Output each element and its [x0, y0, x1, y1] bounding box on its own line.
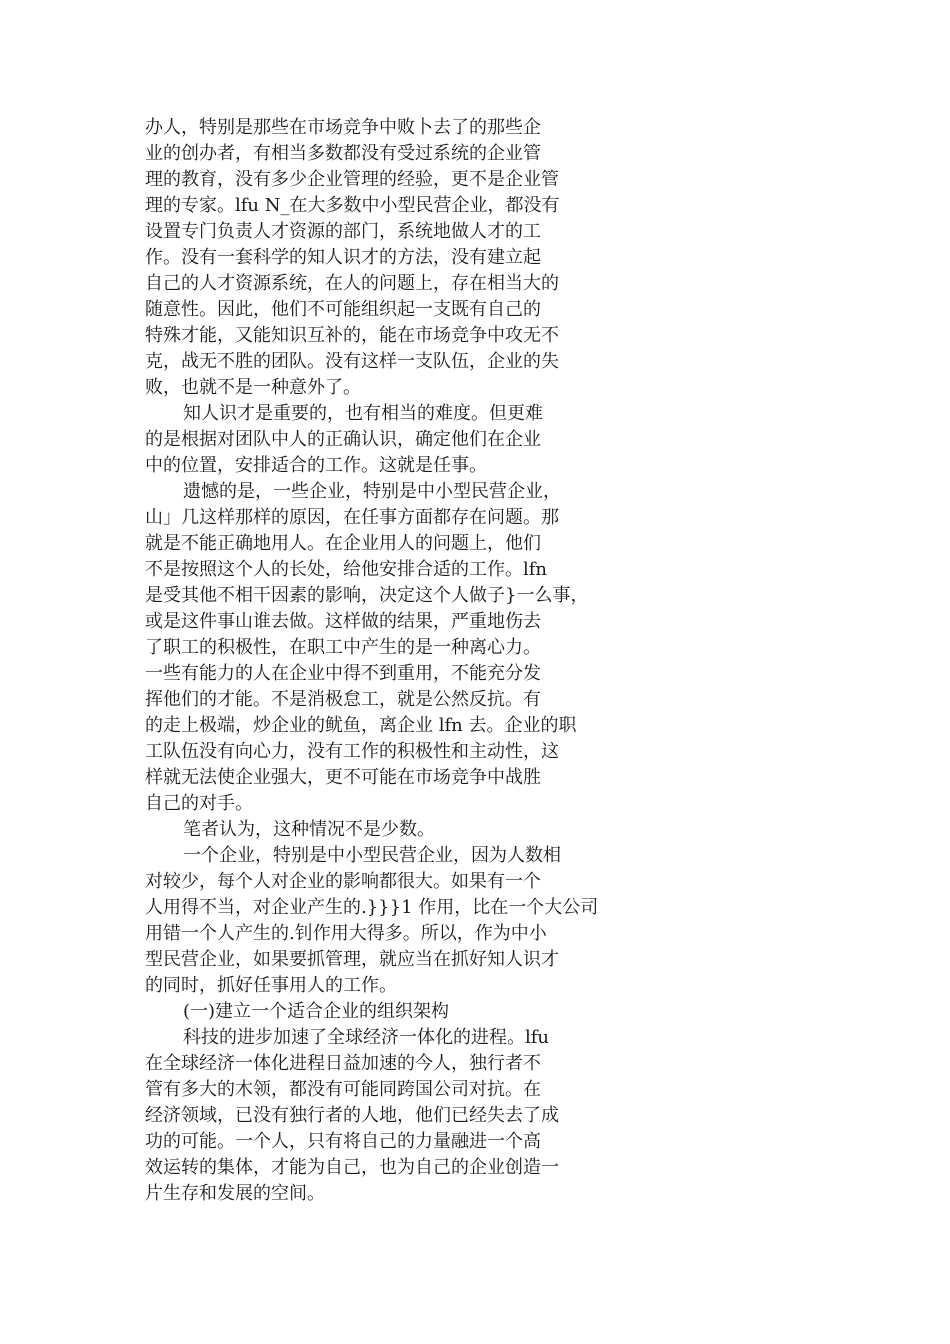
- text-line: 功的可能。一个人，只有将自己的力量融进一个高: [145, 1131, 541, 1152]
- text-line: 在全球经济一体化进程日益加速的今人，独行者不: [145, 1053, 541, 1074]
- text-line: 人用得不当，对企业产生的.}}}1 作用，比在一个大公司: [145, 897, 599, 918]
- paragraph-first-line: 知人识才是重要的，也有相当的难度。但更难: [183, 403, 543, 424]
- text-line: 作。没有一套科学的知人识才的方法，没有建立起: [145, 247, 541, 268]
- text-line: 特殊才能，又能知识互补的，能在市场竞争中攻无不: [145, 325, 559, 346]
- text-line: 自己的人才资源系统，在人的问题上，存在相当大的: [145, 273, 559, 294]
- paragraph-first-line: 一个企业，特别是中小型民营企业，因为人数相: [183, 845, 561, 866]
- text-line: 理的专家。lfu N_在大多数中小型民营企业，都没有: [145, 195, 560, 216]
- text-line: 片生存和发展的空间。: [145, 1183, 325, 1204]
- text-line: 经济领域，已没有独行者的人地，他们已经失去了成: [145, 1105, 559, 1126]
- text-line: 随意性。因此，他们不可能组织起一支既有自己的: [145, 299, 541, 320]
- text-line: 样就无法使企业强大，更不可能在市场竞争中战胜: [145, 767, 541, 788]
- text-line: 对较少，每个人对企业的影响都很大。如果有一个: [145, 871, 541, 892]
- text-line: 山」几这样那样的原因，在任事方面都存在问题。那: [145, 507, 559, 528]
- text-line: 办人，特别是那些在市场竞争中败卜去了的那些企: [145, 117, 541, 138]
- text-line: 克，战无不胜的团队。没有这样一支队伍，企业的失: [145, 351, 559, 372]
- text-line: 了职工的积极性，在职工中产生的是一种离心力。: [145, 637, 541, 658]
- text-line: 的是根据对团队中人的正确认识，确定他们在企业: [145, 429, 541, 450]
- text-line: 的同时，抓好任事用人的工作。: [145, 975, 397, 996]
- text-line: 是受其他不相干因素的影响，决定这个人做子}一么事，: [145, 585, 589, 606]
- text-line: 或是这件事山谁去做。这样做的结果，严重地伤去: [145, 611, 541, 632]
- text-line: 用错一个人产生的.钊作用大得多。所以，作为中小: [145, 923, 547, 944]
- paragraph-first-line: 遗憾的是，一些企业，特别是中小型民营企业，: [183, 481, 561, 502]
- text-line: 管有多大的木领，都没有可能同跨国公司对抗。在: [145, 1079, 541, 1100]
- text-line: 败，也就不是一种意外了。: [145, 377, 361, 398]
- text-line: 效运转的集体，才能为自己，也为自己的企业创造一: [145, 1157, 559, 1178]
- text-line: 就是不能正确地用人。在企业用人的问题上，他们: [145, 533, 541, 554]
- text-line: 理的教育，没有多少企业管理的经验，更不是企业管: [145, 169, 559, 190]
- text-line: 的走上极端，炒企业的鱿鱼，离企业 lfn 去。企业的职: [145, 715, 577, 736]
- text-line: 一些有能力的人在企业中得不到重用，不能充分发: [145, 663, 541, 684]
- body-text: [145, 115, 615, 1207]
- text-line: 业的创办者，有相当多数都没有受过系统的企业管: [145, 143, 541, 164]
- text-line: 工队伍没有向心力，没有工作的积极性和主动性，这: [145, 741, 559, 762]
- text-line: 设置专门负责人才资源的部门，系统地做人才的工: [145, 221, 541, 242]
- paragraph-first-line: 笔者认为，这种情况不是少数。: [183, 819, 435, 840]
- paragraph-first-line: (一)建立一个适合企业的组织架构: [183, 1001, 450, 1022]
- paragraph-first-line: 科技的进步加速了全球经济一体化的进程。lfu: [183, 1027, 550, 1048]
- text-line: 挥他们的才能。不是消极怠工，就是公然反抗。有: [145, 689, 541, 710]
- text-line: 中的位置，安排适合的工作。这就是任事。: [145, 455, 487, 476]
- text-line: 自己的对手。: [145, 793, 253, 814]
- text-line: 不是按照这个人的长处，给他安排合适的工作。lfn: [145, 559, 548, 580]
- text-line: 型民营企业，如果要抓管理，就应当在抓好知人识才: [145, 949, 559, 970]
